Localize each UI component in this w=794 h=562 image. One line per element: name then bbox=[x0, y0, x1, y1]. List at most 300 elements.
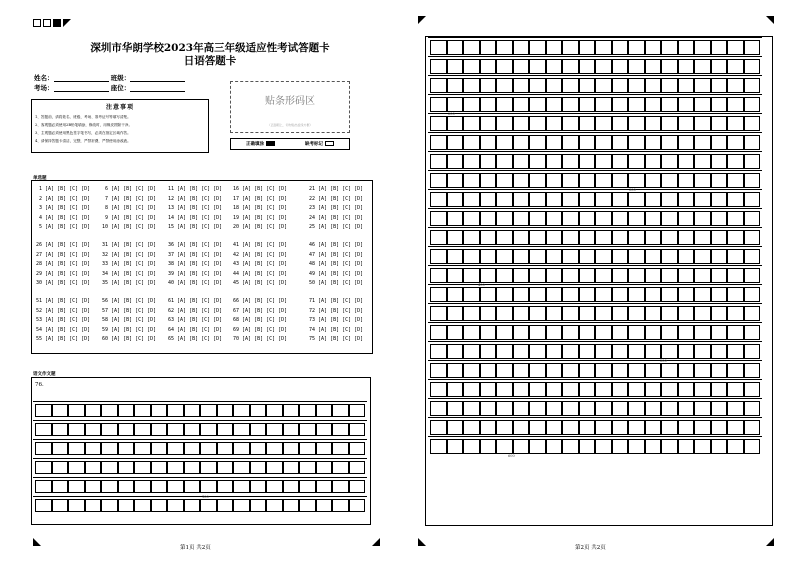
writing-cell[interactable] bbox=[579, 97, 596, 112]
writing-cell[interactable] bbox=[463, 401, 480, 416]
writing-cell[interactable] bbox=[678, 135, 695, 150]
writing-cell[interactable] bbox=[711, 173, 728, 188]
writing-cell[interactable] bbox=[612, 401, 629, 416]
writing-cell[interactable] bbox=[35, 461, 52, 474]
writing-cell[interactable] bbox=[430, 116, 447, 131]
writing-cell[interactable] bbox=[727, 325, 744, 340]
writing-cell[interactable] bbox=[595, 268, 612, 283]
writing-cell[interactable] bbox=[645, 40, 662, 55]
writing-cell[interactable] bbox=[628, 173, 645, 188]
writing-cell[interactable] bbox=[85, 423, 102, 436]
mcq-question-3[interactable]: 3 [A] [B] [C] [D] bbox=[36, 205, 91, 211]
writing-cell[interactable] bbox=[200, 480, 217, 493]
writing-cell[interactable] bbox=[645, 344, 662, 359]
writing-cell[interactable] bbox=[678, 116, 695, 131]
mcq-question-44[interactable]: 44 [A] [B] [C] [D] bbox=[233, 270, 288, 277]
writing-cell[interactable] bbox=[134, 480, 151, 493]
writing-cell[interactable] bbox=[678, 97, 695, 112]
writing-cell[interactable] bbox=[727, 78, 744, 93]
writing-cell[interactable] bbox=[463, 230, 480, 245]
writing-cell[interactable] bbox=[529, 344, 546, 359]
mcq-question-75[interactable]: 75 [A] [B] [C] [D] bbox=[309, 336, 364, 342]
writing-cell[interactable] bbox=[694, 344, 711, 359]
writing-cell[interactable] bbox=[463, 211, 480, 226]
writing-cell[interactable] bbox=[628, 420, 645, 435]
mcq-question-37[interactable]: 37 [A] [B] [C] [D] bbox=[168, 251, 223, 258]
writing-cell[interactable] bbox=[595, 325, 612, 340]
mcq-question-40[interactable]: 40 [A] [B] [C] [D] bbox=[168, 280, 223, 286]
writing-cell[interactable] bbox=[184, 461, 201, 474]
writing-cell[interactable] bbox=[628, 401, 645, 416]
writing-cell[interactable] bbox=[52, 461, 69, 474]
writing-cell[interactable] bbox=[711, 192, 728, 207]
writing-cell[interactable] bbox=[447, 154, 464, 169]
writing-cell[interactable] bbox=[645, 401, 662, 416]
mcq-question-14[interactable]: 14 [A] [B] [C] [D] bbox=[168, 214, 223, 221]
writing-cell[interactable] bbox=[151, 480, 168, 493]
writing-cell[interactable] bbox=[744, 401, 761, 416]
writing-cell[interactable] bbox=[529, 59, 546, 74]
writing-cell[interactable] bbox=[711, 306, 728, 321]
writing-cell[interactable] bbox=[727, 40, 744, 55]
writing-cell[interactable] bbox=[562, 268, 579, 283]
writing-cell[interactable] bbox=[101, 499, 118, 512]
writing-cell[interactable] bbox=[200, 499, 217, 512]
writing-cell[interactable] bbox=[562, 154, 579, 169]
writing-cell[interactable] bbox=[496, 230, 513, 245]
mcq-question-68[interactable]: 68 [A] [B] [C] [D] bbox=[233, 317, 288, 323]
writing-cell[interactable] bbox=[35, 480, 52, 493]
writing-cell[interactable] bbox=[513, 306, 530, 321]
writing-cell[interactable] bbox=[628, 59, 645, 74]
writing-cell[interactable] bbox=[68, 404, 85, 417]
writing-cell[interactable] bbox=[661, 154, 678, 169]
writing-cell[interactable] bbox=[233, 404, 250, 417]
writing-cell[interactable] bbox=[546, 40, 563, 55]
mcq-question-9[interactable]: 9 [A] [B] [C] [D] bbox=[102, 214, 157, 221]
writing-cell[interactable] bbox=[480, 325, 497, 340]
writing-cell[interactable] bbox=[496, 173, 513, 188]
mcq-question-1[interactable]: 1 [A] [B] [C] [D] bbox=[36, 186, 91, 192]
writing-cell[interactable] bbox=[463, 97, 480, 112]
writing-cell[interactable] bbox=[463, 154, 480, 169]
writing-cell[interactable] bbox=[447, 135, 464, 150]
writing-cell[interactable] bbox=[694, 59, 711, 74]
writing-cell[interactable] bbox=[529, 116, 546, 131]
writing-cell[interactable] bbox=[233, 461, 250, 474]
writing-cell[interactable] bbox=[529, 154, 546, 169]
writing-cell[interactable] bbox=[349, 480, 366, 493]
writing-cell[interactable] bbox=[463, 78, 480, 93]
writing-cell[interactable] bbox=[579, 211, 596, 226]
writing-cell[interactable] bbox=[299, 442, 316, 455]
writing-cell[interactable] bbox=[579, 135, 596, 150]
writing-cell[interactable] bbox=[430, 211, 447, 226]
writing-cell[interactable] bbox=[332, 499, 349, 512]
writing-cell[interactable] bbox=[579, 382, 596, 397]
writing-cell[interactable] bbox=[167, 404, 184, 417]
writing-cell[interactable] bbox=[628, 230, 645, 245]
writing-cell[interactable] bbox=[447, 116, 464, 131]
writing-cell[interactable] bbox=[562, 135, 579, 150]
writing-cell[interactable] bbox=[595, 363, 612, 378]
mcq-question-8[interactable]: 8 [A] [B] [C] [D] bbox=[102, 205, 157, 211]
writing-cell[interactable] bbox=[463, 306, 480, 321]
writing-cell[interactable] bbox=[529, 325, 546, 340]
writing-cell[interactable] bbox=[430, 401, 447, 416]
writing-cell[interactable] bbox=[612, 211, 629, 226]
writing-cell[interactable] bbox=[661, 173, 678, 188]
writing-cell[interactable] bbox=[546, 363, 563, 378]
mcq-question-29[interactable]: 29 [A] [B] [C] [D] bbox=[36, 270, 91, 277]
writing-cell[interactable] bbox=[595, 40, 612, 55]
writing-cell[interactable] bbox=[678, 306, 695, 321]
mcq-question-22[interactable]: 22 [A] [B] [C] [D] bbox=[309, 195, 364, 202]
writing-cell[interactable] bbox=[678, 344, 695, 359]
writing-cell[interactable] bbox=[430, 325, 447, 340]
writing-cell[interactable] bbox=[513, 97, 530, 112]
mcq-question-38[interactable]: 38 [A] [B] [C] [D] bbox=[168, 261, 223, 267]
writing-cell[interactable] bbox=[349, 461, 366, 474]
writing-cell[interactable] bbox=[233, 423, 250, 436]
writing-cell[interactable] bbox=[546, 116, 563, 131]
writing-cell[interactable] bbox=[134, 499, 151, 512]
mcq-question-6[interactable]: 6 [A] [B] [C] [D] bbox=[102, 186, 157, 192]
mcq-question-36[interactable]: 36 [A] [B] [C] [D] bbox=[168, 242, 223, 248]
writing-cell[interactable] bbox=[480, 78, 497, 93]
writing-cell[interactable] bbox=[35, 499, 52, 512]
writing-cell[interactable] bbox=[496, 382, 513, 397]
writing-cell[interactable] bbox=[678, 40, 695, 55]
mcq-question-70[interactable]: 70 [A] [B] [C] [D] bbox=[233, 336, 288, 342]
writing-cell[interactable] bbox=[661, 40, 678, 55]
writing-cell[interactable] bbox=[546, 344, 563, 359]
writing-cell[interactable] bbox=[447, 192, 464, 207]
mcq-question-21[interactable]: 21 [A] [B] [C] [D] bbox=[309, 186, 364, 192]
mcq-question-20[interactable]: 20 [A] [B] [C] [D] bbox=[233, 224, 288, 230]
writing-cell[interactable] bbox=[463, 249, 480, 264]
writing-cell[interactable] bbox=[217, 404, 234, 417]
writing-cell[interactable] bbox=[118, 480, 135, 493]
writing-cell[interactable] bbox=[167, 461, 184, 474]
writing-cell[interactable] bbox=[101, 404, 118, 417]
writing-cell[interactable] bbox=[480, 135, 497, 150]
writing-cell[interactable] bbox=[744, 135, 761, 150]
writing-cell[interactable] bbox=[283, 423, 300, 436]
mcq-question-61[interactable]: 61 [A] [B] [C] [D] bbox=[168, 298, 223, 304]
writing-cell[interactable] bbox=[496, 249, 513, 264]
writing-cell[interactable] bbox=[562, 59, 579, 74]
writing-cell[interactable] bbox=[579, 154, 596, 169]
writing-cell[interactable] bbox=[628, 325, 645, 340]
writing-cell[interactable] bbox=[645, 325, 662, 340]
mcq-question-52[interactable]: 52 [A] [B] [C] [D] bbox=[36, 307, 91, 314]
writing-cell[interactable] bbox=[546, 382, 563, 397]
writing-cell[interactable] bbox=[694, 249, 711, 264]
writing-cell[interactable] bbox=[661, 97, 678, 112]
writing-cell[interactable] bbox=[744, 78, 761, 93]
writing-cell[interactable] bbox=[447, 287, 464, 302]
writing-cell[interactable] bbox=[744, 439, 761, 454]
writing-cell[interactable] bbox=[694, 439, 711, 454]
writing-cell[interactable] bbox=[612, 40, 629, 55]
writing-cell[interactable] bbox=[612, 268, 629, 283]
writing-cell[interactable] bbox=[694, 40, 711, 55]
writing-cell[interactable] bbox=[562, 78, 579, 93]
writing-cell[interactable] bbox=[744, 116, 761, 131]
writing-cell[interactable] bbox=[529, 135, 546, 150]
writing-cell[interactable] bbox=[645, 173, 662, 188]
mcq-question-66[interactable]: 66 [A] [B] [C] [D] bbox=[233, 298, 288, 304]
writing-cell[interactable] bbox=[727, 211, 744, 226]
mcq-question-39[interactable]: 39 [A] [B] [C] [D] bbox=[168, 270, 223, 277]
writing-cell[interactable] bbox=[744, 306, 761, 321]
writing-cell[interactable] bbox=[579, 439, 596, 454]
writing-cell[interactable] bbox=[711, 116, 728, 131]
writing-cell[interactable] bbox=[217, 442, 234, 455]
writing-cell[interactable] bbox=[349, 499, 366, 512]
writing-cell[interactable] bbox=[167, 423, 184, 436]
writing-cell[interactable] bbox=[68, 423, 85, 436]
writing-cell[interactable] bbox=[744, 154, 761, 169]
writing-cell[interactable] bbox=[529, 192, 546, 207]
writing-cell[interactable] bbox=[480, 40, 497, 55]
writing-cell[interactable] bbox=[744, 249, 761, 264]
writing-cell[interactable] bbox=[463, 439, 480, 454]
mcq-question-15[interactable]: 15 [A] [B] [C] [D] bbox=[168, 224, 223, 230]
writing-cell[interactable] bbox=[546, 268, 563, 283]
writing-cell[interactable] bbox=[283, 404, 300, 417]
writing-cell[interactable] bbox=[694, 154, 711, 169]
mcq-question-53[interactable]: 53 [A] [B] [C] [D] bbox=[36, 317, 91, 323]
writing-cell[interactable] bbox=[645, 192, 662, 207]
writing-cell[interactable] bbox=[529, 97, 546, 112]
writing-cell[interactable] bbox=[118, 499, 135, 512]
writing-cell[interactable] bbox=[546, 287, 563, 302]
writing-cell[interactable] bbox=[480, 363, 497, 378]
writing-cell[interactable] bbox=[118, 442, 135, 455]
writing-cell[interactable] bbox=[266, 404, 283, 417]
writing-cell[interactable] bbox=[661, 306, 678, 321]
writing-cell[interactable] bbox=[678, 78, 695, 93]
writing-cell[interactable] bbox=[480, 439, 497, 454]
writing-cell[interactable] bbox=[711, 287, 728, 302]
writing-cell[interactable] bbox=[744, 211, 761, 226]
writing-cell[interactable] bbox=[694, 382, 711, 397]
writing-cell[interactable] bbox=[579, 78, 596, 93]
writing-cell[interactable] bbox=[546, 420, 563, 435]
writing-cell[interactable] bbox=[562, 97, 579, 112]
writing-cell[interactable] bbox=[694, 173, 711, 188]
writing-cell[interactable] bbox=[283, 461, 300, 474]
writing-cell[interactable] bbox=[628, 268, 645, 283]
writing-cell[interactable] bbox=[52, 404, 69, 417]
writing-cell[interactable] bbox=[727, 192, 744, 207]
writing-cell[interactable] bbox=[711, 154, 728, 169]
writing-cell[interactable] bbox=[184, 442, 201, 455]
mcq-question-48[interactable]: 48 [A] [B] [C] [D] bbox=[309, 261, 364, 267]
writing-cell[interactable] bbox=[447, 249, 464, 264]
writing-cell[interactable] bbox=[678, 420, 695, 435]
mcq-question-33[interactable]: 33 [A] [B] [C] [D] bbox=[102, 261, 157, 267]
writing-cell[interactable] bbox=[529, 230, 546, 245]
writing-cell[interactable] bbox=[694, 97, 711, 112]
writing-cell[interactable] bbox=[316, 442, 333, 455]
writing-cell[interactable] bbox=[546, 325, 563, 340]
writing-cell[interactable] bbox=[299, 404, 316, 417]
writing-cell[interactable] bbox=[283, 499, 300, 512]
writing-cell[interactable] bbox=[463, 135, 480, 150]
writing-cell[interactable] bbox=[430, 363, 447, 378]
writing-cell[interactable] bbox=[35, 423, 52, 436]
mcq-question-5[interactable]: 5 [A] [B] [C] [D] bbox=[36, 224, 91, 230]
writing-cell[interactable] bbox=[694, 230, 711, 245]
writing-cell[interactable] bbox=[496, 287, 513, 302]
mcq-question-74[interactable]: 74 [A] [B] [C] [D] bbox=[309, 326, 364, 333]
writing-cell[interactable] bbox=[480, 154, 497, 169]
mcq-question-28[interactable]: 28 [A] [B] [C] [D] bbox=[36, 261, 91, 267]
writing-cell[interactable] bbox=[463, 173, 480, 188]
writing-cell[interactable] bbox=[562, 173, 579, 188]
writing-cell[interactable] bbox=[430, 420, 447, 435]
writing-cell[interactable] bbox=[85, 442, 102, 455]
writing-cell[interactable] bbox=[316, 423, 333, 436]
writing-cell[interactable] bbox=[628, 439, 645, 454]
writing-cell[interactable] bbox=[744, 268, 761, 283]
writing-cell[interactable] bbox=[496, 192, 513, 207]
writing-cell[interactable] bbox=[134, 404, 151, 417]
mcq-question-23[interactable]: 23 [A] [B] [C] [D] bbox=[309, 205, 364, 211]
writing-cell[interactable] bbox=[661, 268, 678, 283]
writing-cell[interactable] bbox=[579, 249, 596, 264]
writing-cell[interactable] bbox=[694, 287, 711, 302]
writing-cell[interactable] bbox=[513, 154, 530, 169]
writing-cell[interactable] bbox=[513, 420, 530, 435]
writing-cell[interactable] bbox=[562, 439, 579, 454]
mcq-question-17[interactable]: 17 [A] [B] [C] [D] bbox=[233, 195, 288, 202]
writing-cell[interactable] bbox=[562, 363, 579, 378]
mcq-question-19[interactable]: 19 [A] [B] [C] [D] bbox=[233, 214, 288, 221]
writing-cell[interactable] bbox=[85, 404, 102, 417]
writing-cell[interactable] bbox=[678, 173, 695, 188]
writing-cell[interactable] bbox=[101, 461, 118, 474]
writing-cell[interactable] bbox=[217, 480, 234, 493]
mcq-question-55[interactable]: 55 [A] [B] [C] [D] bbox=[36, 336, 91, 342]
writing-cell[interactable] bbox=[595, 344, 612, 359]
writing-cell[interactable] bbox=[266, 461, 283, 474]
mcq-question-26[interactable]: 26 [A] [B] [C] [D] bbox=[36, 242, 91, 248]
class-input[interactable] bbox=[130, 74, 185, 82]
writing-cell[interactable] bbox=[711, 344, 728, 359]
writing-cell[interactable] bbox=[562, 116, 579, 131]
writing-cell[interactable] bbox=[562, 249, 579, 264]
writing-cell[interactable] bbox=[661, 401, 678, 416]
writing-cell[interactable] bbox=[711, 382, 728, 397]
writing-cell[interactable] bbox=[496, 325, 513, 340]
mcq-question-31[interactable]: 31 [A] [B] [C] [D] bbox=[102, 242, 157, 248]
writing-cell[interactable] bbox=[595, 401, 612, 416]
writing-cell[interactable] bbox=[68, 480, 85, 493]
writing-cell[interactable] bbox=[529, 287, 546, 302]
writing-cell[interactable] bbox=[579, 230, 596, 245]
writing-cell[interactable] bbox=[612, 59, 629, 74]
writing-cell[interactable] bbox=[101, 423, 118, 436]
writing-cell[interactable] bbox=[496, 154, 513, 169]
writing-cell[interactable] bbox=[661, 78, 678, 93]
writing-cell[interactable] bbox=[595, 116, 612, 131]
writing-cell[interactable] bbox=[678, 268, 695, 283]
writing-cell[interactable] bbox=[299, 480, 316, 493]
writing-cell[interactable] bbox=[579, 59, 596, 74]
writing-cell[interactable] bbox=[480, 173, 497, 188]
writing-cell[interactable] bbox=[430, 439, 447, 454]
writing-cell[interactable] bbox=[480, 97, 497, 112]
writing-cell[interactable] bbox=[463, 287, 480, 302]
writing-cell[interactable] bbox=[579, 268, 596, 283]
writing-cell[interactable] bbox=[430, 287, 447, 302]
writing-cell[interactable] bbox=[628, 135, 645, 150]
writing-cell[interactable] bbox=[463, 325, 480, 340]
writing-cell[interactable] bbox=[612, 192, 629, 207]
writing-cell[interactable] bbox=[645, 59, 662, 74]
writing-cell[interactable] bbox=[562, 230, 579, 245]
writing-cell[interactable] bbox=[612, 154, 629, 169]
mcq-question-71[interactable]: 71 [A] [B] [C] [D] bbox=[309, 298, 364, 304]
writing-cell[interactable] bbox=[661, 116, 678, 131]
writing-cell[interactable] bbox=[233, 442, 250, 455]
mcq-question-32[interactable]: 32 [A] [B] [C] [D] bbox=[102, 251, 157, 258]
writing-cell[interactable] bbox=[546, 230, 563, 245]
writing-cell[interactable] bbox=[513, 135, 530, 150]
writing-cell[interactable] bbox=[744, 382, 761, 397]
writing-cell[interactable] bbox=[430, 192, 447, 207]
writing-cell[interactable] bbox=[480, 401, 497, 416]
mcq-question-13[interactable]: 13 [A] [B] [C] [D] bbox=[168, 205, 223, 211]
writing-cell[interactable] bbox=[727, 287, 744, 302]
writing-cell[interactable] bbox=[595, 420, 612, 435]
writing-cell[interactable] bbox=[496, 306, 513, 321]
writing-cell[interactable] bbox=[447, 344, 464, 359]
writing-cell[interactable] bbox=[332, 404, 349, 417]
writing-cell[interactable] bbox=[694, 211, 711, 226]
writing-cell[interactable] bbox=[250, 461, 267, 474]
mcq-question-25[interactable]: 25 [A] [B] [C] [D] bbox=[309, 224, 364, 230]
writing-cell[interactable] bbox=[496, 59, 513, 74]
writing-cell[interactable] bbox=[612, 363, 629, 378]
mcq-question-24[interactable]: 24 [A] [B] [C] [D] bbox=[309, 214, 364, 221]
writing-cell[interactable] bbox=[744, 40, 761, 55]
writing-cell[interactable] bbox=[480, 268, 497, 283]
writing-cell[interactable] bbox=[332, 461, 349, 474]
writing-cell[interactable] bbox=[513, 439, 530, 454]
writing-cell[interactable] bbox=[678, 382, 695, 397]
mcq-question-56[interactable]: 56 [A] [B] [C] [D] bbox=[102, 298, 157, 304]
writing-cell[interactable] bbox=[661, 211, 678, 226]
writing-cell[interactable] bbox=[68, 499, 85, 512]
writing-cell[interactable] bbox=[68, 442, 85, 455]
writing-cell[interactable] bbox=[250, 442, 267, 455]
writing-cell[interactable] bbox=[661, 192, 678, 207]
writing-cell[interactable] bbox=[628, 306, 645, 321]
mcq-question-59[interactable]: 59 [A] [B] [C] [D] bbox=[102, 326, 157, 333]
writing-cell[interactable] bbox=[463, 268, 480, 283]
writing-cell[interactable] bbox=[101, 480, 118, 493]
writing-cell[interactable] bbox=[68, 461, 85, 474]
mcq-question-4[interactable]: 4 [A] [B] [C] [D] bbox=[36, 214, 91, 221]
writing-cell[interactable] bbox=[694, 401, 711, 416]
writing-cell[interactable] bbox=[513, 382, 530, 397]
writing-cell[interactable] bbox=[744, 97, 761, 112]
